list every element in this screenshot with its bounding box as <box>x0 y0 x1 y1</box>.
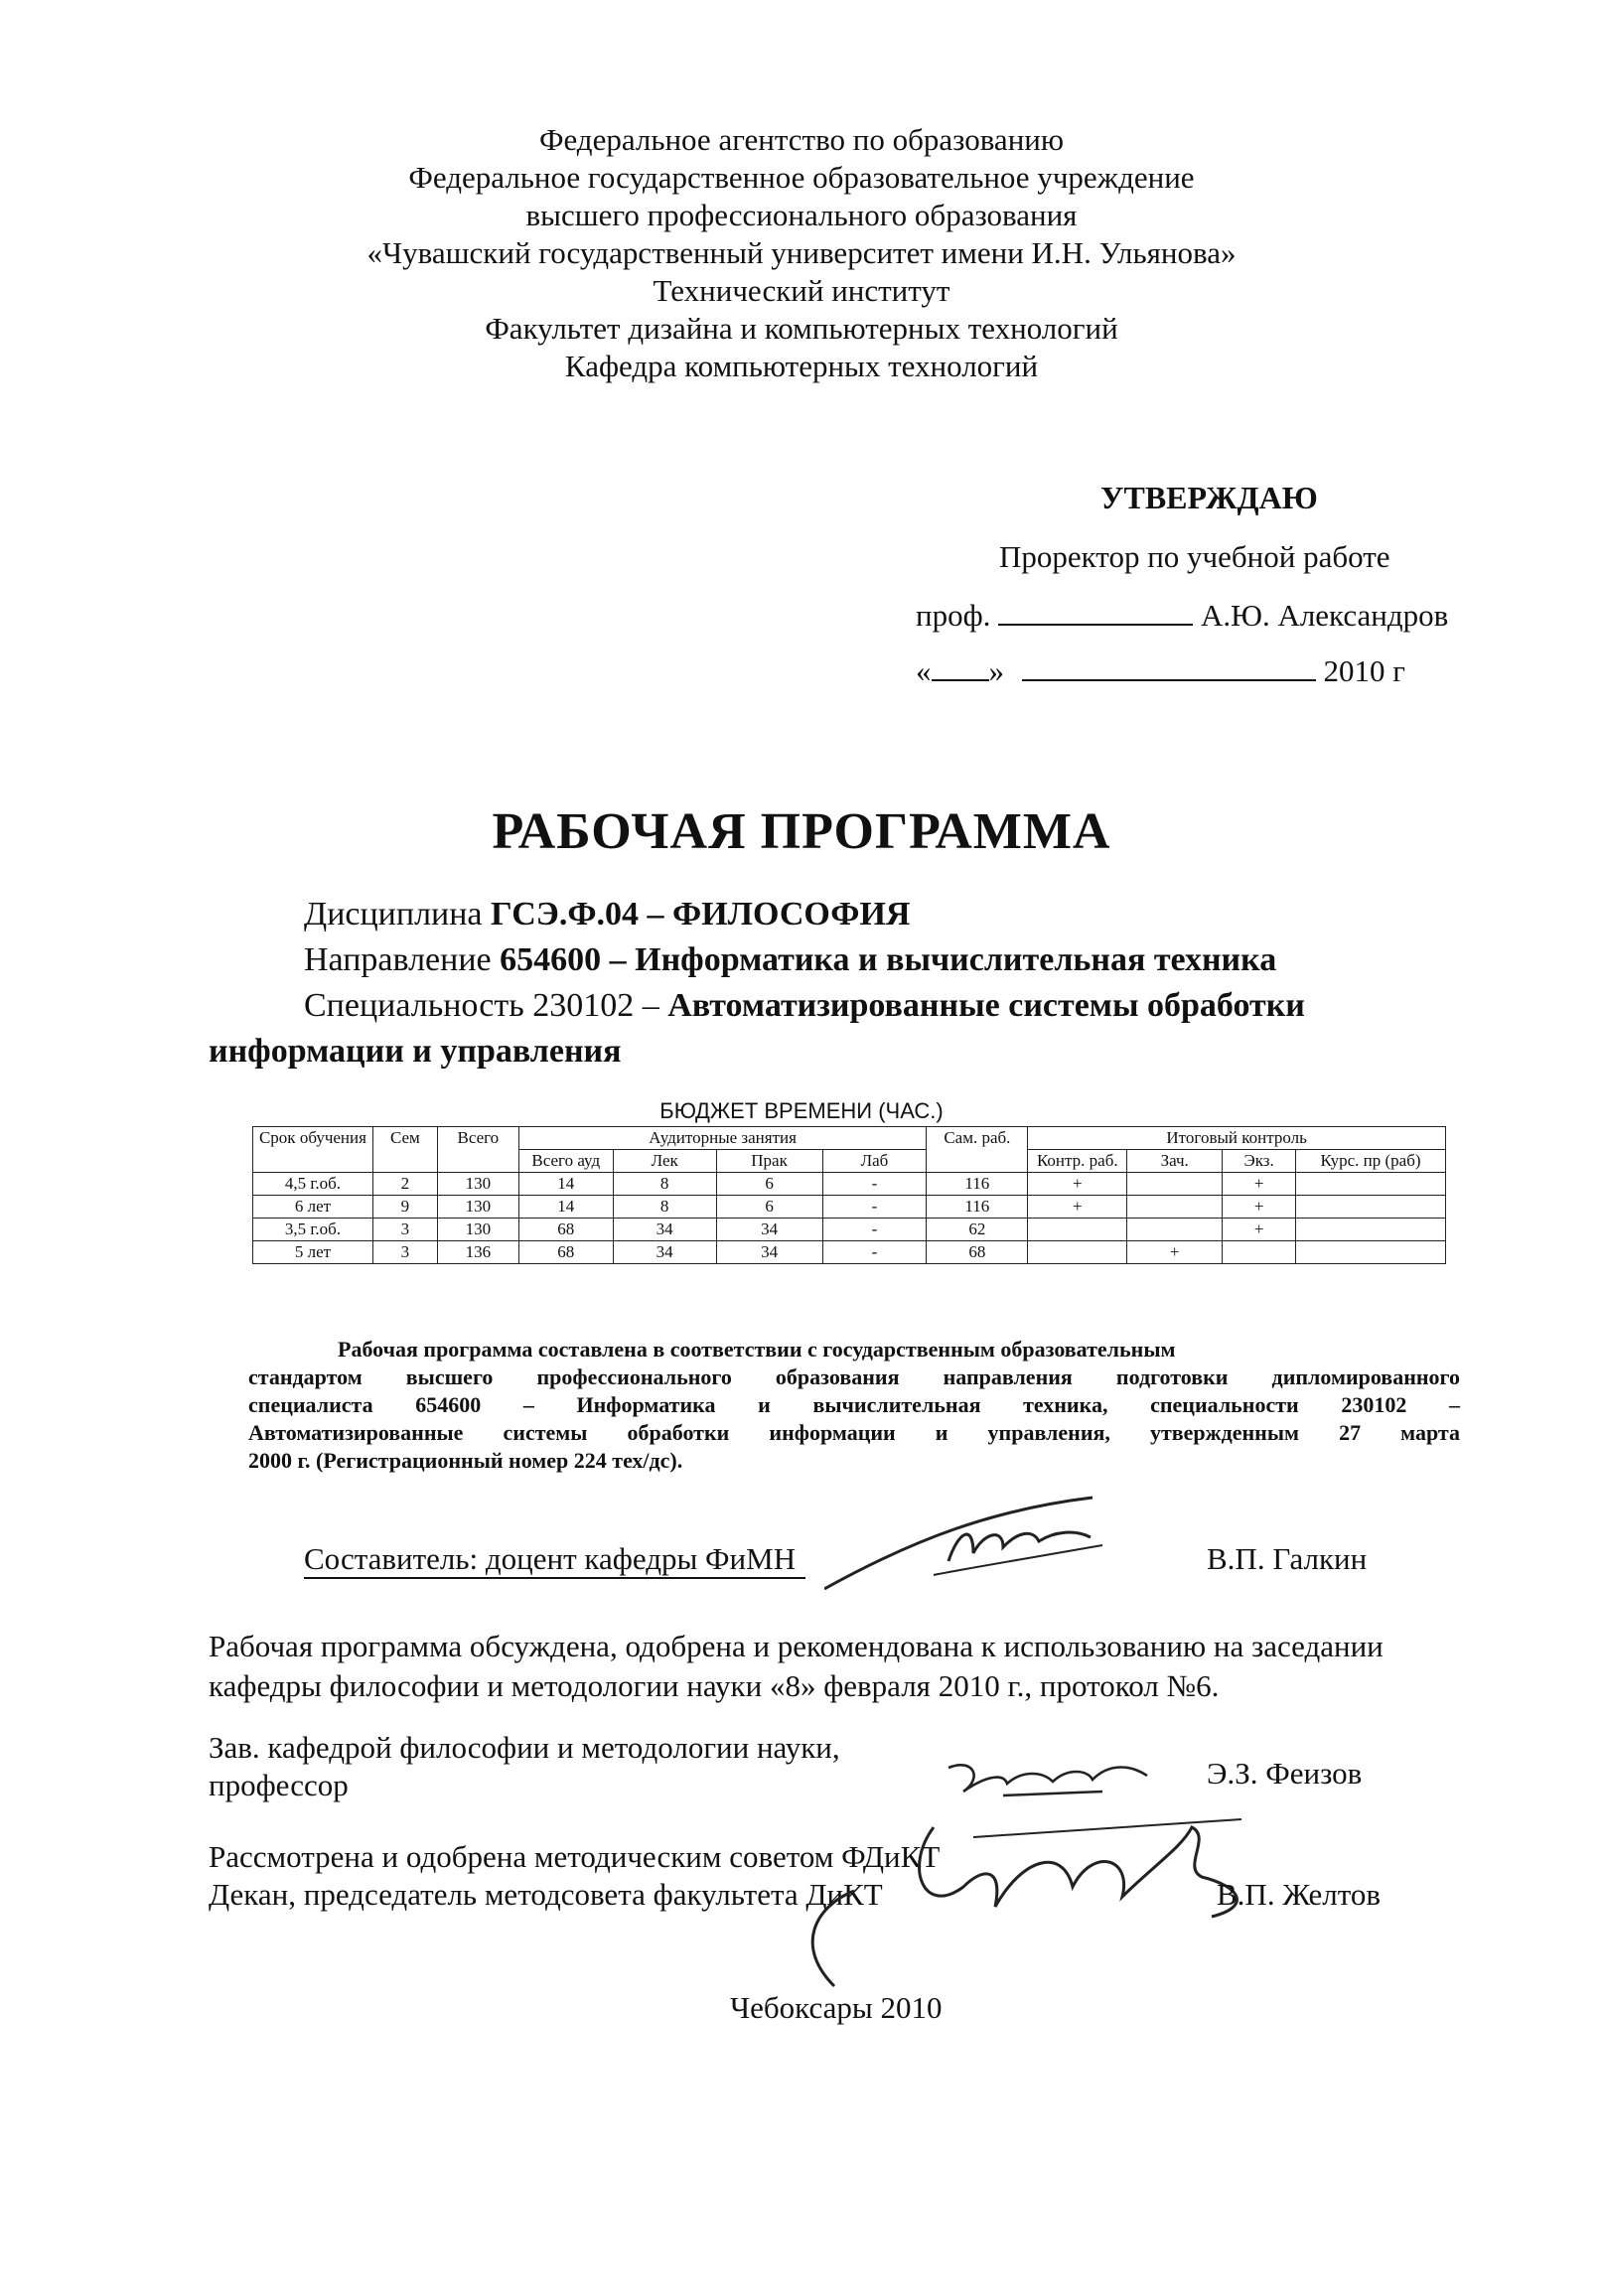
approval-position: Проректор по учебной работе <box>999 539 1390 574</box>
table-cell-aud: 68 <box>518 1219 613 1241</box>
table-cell-ekz: + <box>1223 1219 1296 1241</box>
header-srok: Срок обучения <box>253 1127 373 1173</box>
composer-label: Составитель: доцент кафедры ФиМН <box>304 1541 805 1579</box>
table-cell-sem: 2 <box>372 1173 437 1196</box>
table-cell-srok: 3,5 г.об. <box>253 1219 373 1241</box>
discipline-label: Дисциплина <box>304 896 483 933</box>
table-row <box>253 1173 1446 1196</box>
table-row <box>253 1196 1446 1219</box>
composer-signature <box>824 1480 1142 1599</box>
table-cell-ekz: + <box>1223 1173 1296 1196</box>
standard-line-3: специалиста 654600 – Информатика и вычислительная техника, специальности 230102 – <box>248 1392 1460 1417</box>
table-cell-lek: 34 <box>613 1219 716 1241</box>
table-cell-aud: 68 <box>518 1241 613 1264</box>
discussion-line-1: Рабочая программа обсуждена, одобрена и рекомендована к использованию на заседании <box>209 1629 1384 1663</box>
council-line-1: Рассмотрена и одобрена методическим советом ФДиКТ <box>209 1839 941 1874</box>
table-cell-kontr: + <box>1028 1196 1127 1219</box>
budget-caption: БЮДЖЕТ ВРЕМЕНИ (ЧАС.) <box>659 1098 944 1123</box>
header-auditory: Аудиторные занятия <box>518 1127 927 1150</box>
header-kurs: Курс. пр (раб) <box>1296 1150 1446 1173</box>
header-samostoyat: Сам. раб. <box>927 1127 1028 1173</box>
table-cell-sem: 3 <box>372 1241 437 1264</box>
council-line-2: Декан, председатель методсовета факультета ДиКТ <box>209 1877 883 1912</box>
approval-prefix: проф. <box>916 598 991 633</box>
standard-line-5: 2000 г. (Регистрационный номер 224 тех/дс). <box>248 1448 683 1473</box>
discipline-line <box>304 896 910 933</box>
header-institute: Технический институт <box>653 273 950 308</box>
specialty-line <box>304 987 1305 1025</box>
specialty-value: Автоматизированные системы обработки <box>667 987 1305 1024</box>
council-signature <box>775 1807 1291 2006</box>
table-cell-kurs <box>1296 1241 1446 1264</box>
header-department: Кафедра компьютерных технологий <box>564 349 1039 383</box>
month-blank <box>1022 649 1316 681</box>
header-ministry: Федеральное агентство по образованию <box>538 122 1065 157</box>
table-cell-sam: 116 <box>927 1173 1028 1196</box>
footer-city-year: Чебоксары 2010 <box>730 1990 943 2025</box>
table-cell-kurs <box>1296 1196 1446 1219</box>
table-cell-lek: 8 <box>613 1196 716 1219</box>
table-cell-ekz <box>1223 1241 1296 1264</box>
table-cell-prak: 6 <box>716 1196 822 1219</box>
table-cell-lek: 8 <box>613 1173 716 1196</box>
table-cell-zach: + <box>1127 1241 1223 1264</box>
table-cell-lab: - <box>822 1173 927 1196</box>
budget-table-body <box>253 1173 1446 1264</box>
table-cell-kurs <box>1296 1219 1446 1241</box>
approval-year: 2010 г <box>1323 653 1405 688</box>
table-cell-prak: 34 <box>716 1219 822 1241</box>
table-cell-zach <box>1127 1196 1223 1219</box>
table-row <box>253 1241 1446 1264</box>
day-blank <box>932 649 989 681</box>
table-cell-sam: 68 <box>927 1241 1028 1264</box>
council-name: В.П. Желтов <box>1217 1877 1382 1912</box>
head-dept-name: Э.З. Феизов <box>1207 1756 1363 1791</box>
table-cell-ekz: + <box>1223 1196 1296 1219</box>
header-education-level: высшего профессионального образования <box>525 198 1078 232</box>
table-cell-prak: 6 <box>716 1173 822 1196</box>
table-cell-srok: 4,5 г.об. <box>253 1173 373 1196</box>
standard-line-4: Автоматизированные системы обработки информации и управления, утвержденным 27 марта <box>248 1420 1460 1445</box>
table-cell-vsego: 130 <box>437 1219 518 1241</box>
table-cell-prak: 34 <box>716 1241 822 1264</box>
header-vsego-aud: Всего ауд <box>518 1150 613 1173</box>
table-cell-lab: - <box>822 1241 927 1264</box>
table-cell-srok: 6 лет <box>253 1196 373 1219</box>
header-university: «Чувашский государственный университет имени И.Н. Ульянова» <box>366 235 1237 270</box>
table-cell-sem: 9 <box>372 1196 437 1219</box>
head-dept-line-2: профессор <box>209 1768 349 1802</box>
document-title: РАБОЧАЯ ПРОГРАММА <box>492 803 1111 860</box>
table-cell-vsego: 130 <box>437 1196 518 1219</box>
header-zach: Зач. <box>1127 1150 1223 1173</box>
header-lab: Лаб <box>822 1150 927 1173</box>
date-quote-close: » <box>988 653 1004 688</box>
table-cell-sam: 62 <box>927 1219 1028 1241</box>
table-cell-lab: - <box>822 1219 927 1241</box>
table-cell-zach <box>1127 1173 1223 1196</box>
table-cell-vsego: 136 <box>437 1241 518 1264</box>
table-cell-kurs <box>1296 1173 1446 1196</box>
head-dept-signature <box>944 1748 1162 1807</box>
direction-value: 654600 – Информатика и вычислительная техника <box>500 941 1277 978</box>
signature-blank <box>998 594 1193 626</box>
table-header-row <box>253 1127 1446 1150</box>
table-cell-sem: 3 <box>372 1219 437 1241</box>
header-faculty: Факультет дизайна и компьютерных технологий <box>485 311 1118 346</box>
table-cell-vsego: 130 <box>437 1173 518 1196</box>
table-cell-kontr: + <box>1028 1173 1127 1196</box>
table-cell-lab: - <box>822 1196 927 1219</box>
direction-line <box>304 941 1276 979</box>
approval-title: УТВЕРЖДАЮ <box>1100 480 1318 515</box>
table-cell-aud: 14 <box>518 1173 613 1196</box>
discussion-line-2: кафедры философии и методологии науки «8» февраля 2010 г., протокол №6. <box>209 1668 1220 1703</box>
table-cell-srok: 5 лет <box>253 1241 373 1264</box>
header-lek: Лек <box>613 1150 716 1173</box>
table-cell-aud: 14 <box>518 1196 613 1219</box>
header-ekz: Экз. <box>1223 1150 1296 1173</box>
head-dept-line-1: Зав. кафедрой философии и методологии науки, <box>209 1730 840 1765</box>
header-kontr: Контр. раб. <box>1028 1150 1127 1173</box>
composer-name: В.П. Галкин <box>1207 1541 1368 1576</box>
header-prak: Прак <box>716 1150 822 1173</box>
standard-line-1: Рабочая программа составлена в соответствии с государственным образовательным <box>338 1337 1176 1362</box>
approval-name: А.Ю. Александров <box>1200 598 1449 633</box>
direction-label: Направление <box>304 941 492 978</box>
table-cell-lek: 34 <box>613 1241 716 1264</box>
header-sem: Сем <box>372 1127 437 1173</box>
discipline-value: ГСЭ.Ф.04 – ФИЛОСОФИЯ <box>491 896 911 933</box>
table-cell-kontr <box>1028 1219 1127 1241</box>
header-institution: Федеральное государственное образовательное учреждение <box>408 160 1195 195</box>
specialty-continuation: информации и управления <box>209 1033 622 1070</box>
approval-signature-line <box>916 594 1448 634</box>
header-vsego: Всего <box>437 1127 518 1173</box>
approval-date-line <box>916 649 1405 689</box>
budget-table <box>252 1126 1446 1264</box>
table-cell-zach <box>1127 1219 1223 1241</box>
header-itog: Итоговый контроль <box>1028 1127 1446 1150</box>
table-cell-sam: 116 <box>927 1196 1028 1219</box>
table-row <box>253 1219 1446 1241</box>
standard-line-2: стандартом высшего профессионального образования направления подготовки дипломированного <box>248 1364 1460 1389</box>
date-quote-open: « <box>916 653 932 688</box>
specialty-code: 230102 – <box>532 987 659 1024</box>
table-cell-kontr <box>1028 1241 1127 1264</box>
specialty-label: Специальность <box>304 987 524 1024</box>
